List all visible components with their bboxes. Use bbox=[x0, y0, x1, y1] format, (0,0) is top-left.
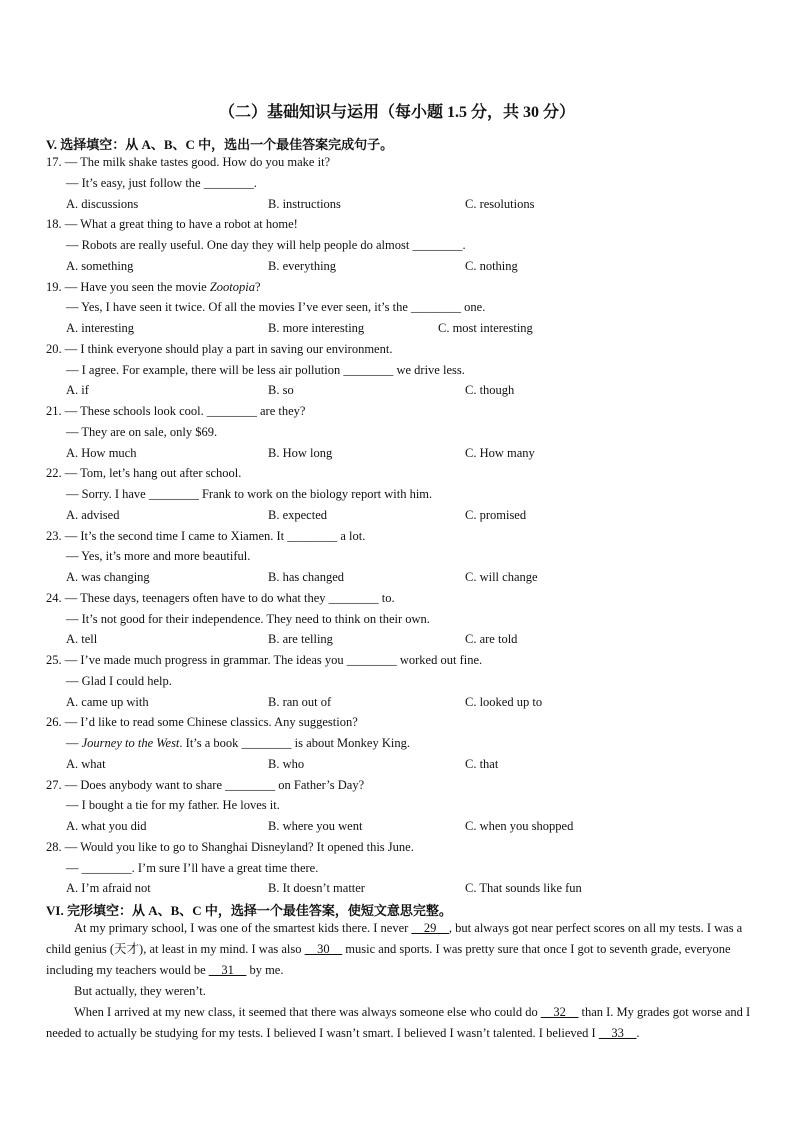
option-a: A. something bbox=[66, 258, 134, 273]
cloze-paragraph-3 bbox=[46, 1002, 766, 1044]
option-b: B. has changed bbox=[268, 570, 345, 584]
question-stem: 26. — I’d like to read some Chinese classics. Any suggestion? bbox=[46, 715, 358, 730]
paragraph-text: , but always got near perfect scores on all my tests. I was a child genius (天才), at least in my mind. I was also bbox=[46, 921, 743, 956]
question-reply: — Robots are really useful. One day they will help people do almost ________. bbox=[66, 238, 466, 252]
option-b: B. ran out of bbox=[268, 694, 332, 709]
paragraph-text: At my primary school, I was one of the smartest kids there. I never bbox=[74, 921, 412, 935]
option-a: A. if bbox=[66, 383, 89, 398]
blank-32: __32__ bbox=[540, 1005, 579, 1019]
option-a: A. discussions bbox=[66, 196, 139, 211]
option-c: C. How many bbox=[465, 445, 535, 460]
question-reply: — Yes, I have seen it twice. Of all the movies I’ve ever seen, it’s the ________ one. bbox=[66, 300, 486, 315]
option-a: A. what you did bbox=[66, 819, 147, 833]
blank-29: __29__ bbox=[411, 921, 449, 935]
option-b: B. more interesting bbox=[268, 321, 365, 335]
option-b: B. expected bbox=[268, 507, 328, 522]
question-reply: — ________. I’m sure I’ll have a great time there. bbox=[66, 860, 319, 875]
option-a: A. How much bbox=[66, 445, 137, 460]
option-c: C. resolutions bbox=[465, 196, 535, 211]
section-v-heading: V. 选择填空：从 A、B、C 中，选出一个最佳答案完成句子。 bbox=[46, 137, 394, 152]
question-reply: — It’s easy, just follow the ________. bbox=[66, 175, 257, 190]
cloze-paragraph-1 bbox=[46, 918, 766, 981]
option-b: B. everything bbox=[268, 258, 337, 273]
question-stem: 23. — It’s the second time I came to Xiamen. It ________ a lot. bbox=[46, 528, 366, 543]
question-stem: 19. — Have you seen the movie Zootopia? bbox=[46, 279, 261, 294]
question-stem: 18. — What a great thing to have a robot at home! bbox=[46, 217, 298, 232]
option-b: B. who bbox=[268, 756, 305, 771]
option-a: A. interesting bbox=[66, 321, 135, 335]
question-stem: 22. — Tom, let’s hang out after school. bbox=[46, 466, 242, 481]
paragraph-text: But actually, they weren’t. bbox=[74, 984, 206, 998]
question-reply: — Yes, it’s more and more beautiful. bbox=[66, 549, 251, 564]
option-c: C. nothing bbox=[465, 258, 518, 273]
blank-30: __30__ bbox=[304, 942, 343, 956]
option-c: C. looked up to bbox=[465, 694, 543, 709]
question-reply: — Journey to the West. It’s a book ________ is about Monkey King. bbox=[66, 736, 410, 750]
question-stem: 17. — The milk shake tastes good. How do you make it? bbox=[46, 155, 331, 169]
option-a: A. I’m afraid not bbox=[66, 881, 151, 896]
paragraph-text: by me. bbox=[246, 963, 284, 977]
option-c: C. when you shopped bbox=[465, 819, 574, 833]
question-reply: — They are on sale, only $69. bbox=[66, 424, 218, 439]
option-b: B. It doesn’t matter bbox=[268, 881, 365, 896]
option-a: A. came up with bbox=[66, 694, 149, 709]
page-title: （二）基础知识与运用（每小题 1.5 分，共 30 分） bbox=[218, 104, 575, 121]
option-b: B. How long bbox=[268, 445, 333, 460]
option-c: C. most interesting bbox=[438, 321, 533, 335]
cloze-paragraph-2 bbox=[46, 981, 766, 1002]
paragraph-text: music and sports. I was pretty sure that once I got to seventh grade, everyone including my teachers would be bbox=[46, 942, 731, 977]
question-reply: — It’s not good for their independence. They need to think on their own. bbox=[66, 611, 430, 626]
option-a: A. advised bbox=[66, 507, 120, 522]
question-reply: — Sorry. I have ________ Frank to work on the biology report with him. bbox=[66, 487, 433, 501]
question-reply: — I agree. For example, there will be less air pollution ________ we drive less. bbox=[66, 362, 465, 377]
option-b: B. so bbox=[268, 383, 294, 398]
option-c: C. That sounds like fun bbox=[465, 881, 582, 896]
option-b: B. instructions bbox=[268, 196, 341, 211]
option-c: C. though bbox=[465, 383, 515, 398]
blank-31: __31__ bbox=[208, 963, 247, 977]
option-c: C. will change bbox=[465, 570, 538, 584]
question-stem: 21. — These schools look cool. ________ are they? bbox=[46, 404, 306, 418]
option-a: A. was changing bbox=[66, 570, 150, 584]
question-stem: 27. — Does anybody want to share ________ on Father’s Day? bbox=[46, 777, 365, 792]
option-b: B. where you went bbox=[268, 819, 363, 833]
option-a: A. what bbox=[66, 756, 106, 771]
paragraph-text: When I arrived at my new class, it seemed that there was always someone else who could do bbox=[74, 1005, 541, 1019]
blank-33: __33__ bbox=[598, 1026, 637, 1040]
option-b: B. are telling bbox=[268, 632, 333, 647]
paragraph-text: . bbox=[636, 1026, 640, 1040]
paragraph-text: than I. My grades got worse and I needed to actually be studying for my tests. I believed I wasn’t smart. I believed I wasn’t talented. I believed I bbox=[46, 1005, 751, 1040]
question-reply: — I bought a tie for my father. He loves it. bbox=[66, 798, 280, 813]
question-reply: — Glad I could help. bbox=[66, 673, 172, 688]
option-c: C. that bbox=[465, 756, 499, 771]
option-c: C. are told bbox=[465, 632, 518, 647]
question-stem: 20. — I think everyone should play a part in saving our environment. bbox=[46, 341, 393, 356]
option-c: C. promised bbox=[465, 507, 527, 522]
option-a: A. tell bbox=[66, 632, 98, 647]
question-stem: 28. — Would you like to go to Shanghai Disneyland? It opened this June. bbox=[46, 839, 414, 854]
question-stem: 24. — These days, teenagers often have to do what they ________ to. bbox=[46, 590, 395, 605]
question-stem: 25. — I’ve made much progress in grammar. The ideas you ________ worked out fine. bbox=[46, 653, 483, 667]
section-vi-heading: VI. 完形填空：从 A、B、C 中，选择一个最佳答案，使短文意思完整。 bbox=[46, 903, 452, 918]
